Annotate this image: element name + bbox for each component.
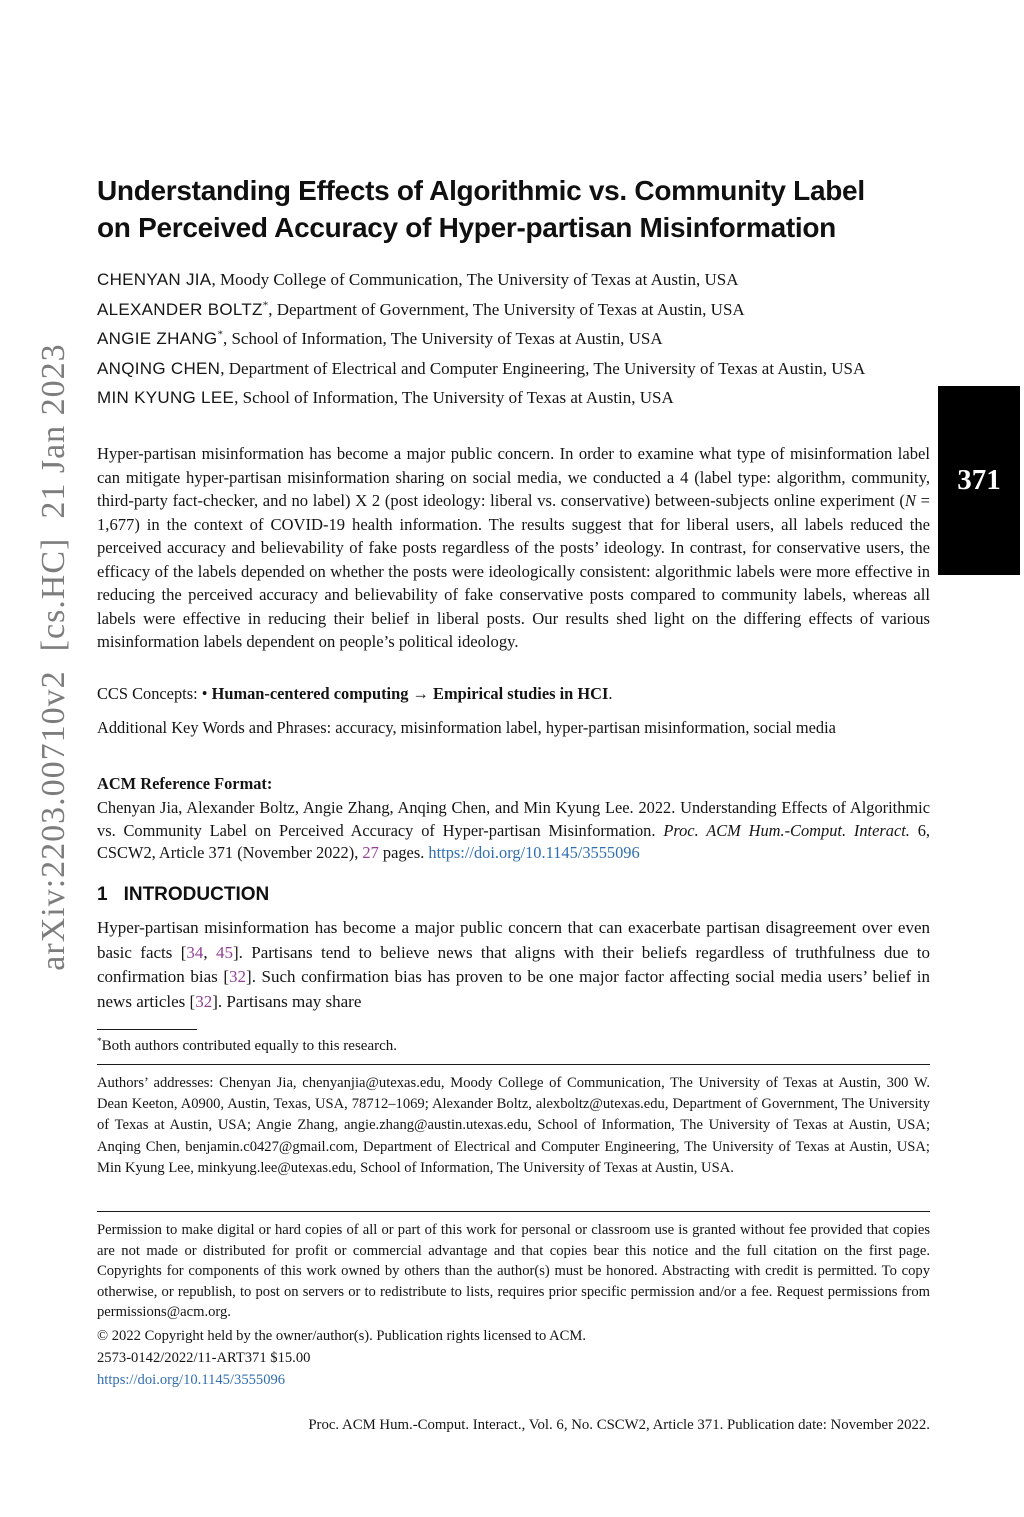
acm-reference-body: [97, 797, 930, 865]
author-name: ANGIE ZHANG: [97, 329, 218, 348]
permission-notice: Permission to make digital or hard copies of all or part of this work for personal or classroom use is granted without fee provided that copies are not made or distributed for profit or commercial advantage and that copies bear this notice and the full citation on the first page. Copyrights for components of this work owned by others than the author(s) must be honored. Abstracting with credit is permitted. To copy otherwise, or republish, to post on servers or to redistribute to lists, requires prior specific permission and/or a fee. Request permissions from permissions@acm.org.: [97, 1222, 930, 1321]
author-affiliation: , School of Information, The University of Texas at Austin, USA: [222, 329, 663, 348]
author-line: [97, 296, 930, 326]
text-run: Proc. ACM Hum.-Comput. Interact.: [663, 820, 910, 840]
author-name: CHENYAN JIA: [97, 270, 212, 289]
keywords: Additional Key Words and Phrases: accuracy, misinformation label, hyper-partisan misinformation, social media: [97, 718, 836, 737]
author-name: MIN KYUNG LEE: [97, 388, 235, 407]
abstract: [97, 442, 930, 654]
author-line: [97, 266, 930, 296]
text-run: ]. Partisans may share: [212, 991, 362, 1011]
citation-ref[interactable]: 45: [216, 942, 233, 962]
author-line: [97, 325, 930, 355]
text-run: ]. Partisans tend to believe news that aligns with their beliefs regardless of truthfulness due to confirmation bias [: [97, 942, 930, 986]
text-run: 6, CSCW2, Article 371 (November 2022),: [97, 820, 931, 862]
paper-title-line1: Understanding Effects of Algorithmic vs. Community Label: [97, 175, 865, 206]
acm-reference-heading: ACM Reference Format:: [97, 774, 273, 793]
text-run: Hyper-partisan misinformation has become a major public concern. In order to examine what type of misinformation label can mitigate hyper-partisan misinformation sharing on social media, we conducted a 4 (label type: algorithm, community, third-party fact-checker, and no label) X 2 (post ideology: liberal vs. conservative) between-subjects online experiment (: [97, 444, 930, 510]
permission-divider-rule: [97, 1211, 930, 1212]
text-run: *: [97, 1037, 102, 1047]
author-name: ALEXANDER BOLTZ: [97, 299, 263, 319]
text-run: Hyper-partisan misinformation has become a major public concern that can exacerbate partisan disagreement over even basic facts [: [97, 918, 930, 962]
text-run: Both authors contributed equally to this research.: [101, 1038, 397, 1054]
footnote-rule: [97, 1029, 197, 1030]
author-affiliation: , Department of Electrical and Computer Engineering, The University of Texas at Austin, USA: [220, 358, 866, 378]
section-heading-introduction: [97, 884, 930, 906]
authors-addresses: Authors’ addresses: Chenyan Jia, chenyanjia@utexas.edu, Moody College of Communication, The University of Texas at Austin, 300 W. Dean Keeton, A0900, Austin, Texas, USA, 78712–1069; Alexander Boltz, alexboltz@utexas.edu, Department of Government, The University of Texas at Austin, USA; Angie Zhang, angie.zhang@austin.utexas.edu, School of Information, The University of Texas at Austin, USA; Anqing Chen, benjamin.c0427@gmail.com, Department of Electrical and Computer Engineering, The University of Texas at Austin, USA; Min Kyung Lee, minkyung.lee@utexas.edu, School of Information, The University of Texas at Austin, USA.: [97, 1075, 930, 1176]
author-line: [97, 355, 930, 385]
article-number-tab: [938, 386, 1020, 575]
arxiv-watermark: arXiv:2203.00710v2 [cs.HC] 21 Jan 2023: [35, 343, 72, 971]
author-affiliation: , Department of Government, The University of Texas at Austin, USA: [268, 299, 745, 319]
section-number: 1: [97, 884, 108, 905]
text-run: N: [904, 491, 916, 510]
paper-title-line2: on Perceived Accuracy of Hyper-partisan Misinformation: [97, 212, 836, 243]
author-footnote-mark: *: [262, 299, 269, 312]
text-run: ]. Such confirmation bias has proven to be one major factor affecting social media users’ belief in news articles [: [97, 967, 930, 1011]
doi-link[interactable]: https://doi.org/10.1145/3555096: [428, 843, 640, 862]
text-run: CCS Concepts: •: [97, 684, 212, 703]
author-line: [97, 384, 930, 414]
author-block: [97, 266, 930, 414]
text-run: pages.: [378, 843, 429, 862]
text-run: .: [608, 684, 613, 703]
copyright-line: © 2022 Copyright held by the owner/author(s). Publication rights licensed to ACM.: [97, 1328, 586, 1344]
issn-line: 2573-0142/2022/11-ART371 $15.00: [97, 1350, 311, 1366]
text-run: Empirical studies in HCI: [433, 684, 609, 703]
text-run: →: [408, 684, 434, 703]
text-run: ,: [203, 942, 216, 962]
author-affiliation: , Moody College of Communication, The University of Texas at Austin, USA: [211, 270, 739, 289]
addresses-divider-rule: [97, 1064, 930, 1065]
author-name: ANQING CHEN: [97, 358, 221, 378]
footnote: [97, 1036, 930, 1057]
text-run: Human-centered computing: [211, 684, 409, 703]
section-label: INTRODUCTION: [123, 884, 270, 905]
text-run: Chenyan Jia, Alexander Boltz, Angie Zhang, Anqing Chen, and Min Kyung Lee. 2022. Understanding Effects of Algorithmic vs. Community Label on Perceived Accuracy of Hyper-partisan Misinformation.: [97, 798, 930, 840]
introduction-paragraph: [97, 916, 930, 1014]
author-footnote-mark: *: [217, 328, 223, 341]
ccs-concepts: [97, 682, 930, 705]
text-run: = 1,677) in the context of COVID-19 health information. The results suggest that for liberal users, all labels reduced the perceived accuracy and believability of fake posts regardless of the posts’ ideology. In contrast, for conservative users, the efficacy of the labels depended on whether the posts were ideologically consistent: algorithmic labels were more effective in reducing the perceived accuracy and believability of fake conservative posts compared to community labels, whereas all labels were effective in reducing their belief in liberal posts. Our results shed light on the differing effects of various misinformation labels dependent on people’s political ideology.: [97, 491, 930, 651]
article-number: 371: [957, 464, 1001, 496]
citation-ref[interactable]: 32: [229, 967, 247, 986]
citation-ref[interactable]: 27: [362, 843, 379, 862]
citation-ref[interactable]: 32: [195, 991, 213, 1011]
citation-ref[interactable]: 34: [186, 942, 204, 962]
paper-title: [97, 172, 930, 246]
author-affiliation: , School of Information, The University of Texas at Austin, USA: [234, 388, 674, 407]
journal-footer: Proc. ACM Hum.-Comput. Interact., Vol. 6, No. CSCW2, Article 371. Publication date: November 2022.: [308, 1417, 930, 1433]
doi-link[interactable]: https://doi.org/10.1145/3555096: [97, 1372, 286, 1388]
